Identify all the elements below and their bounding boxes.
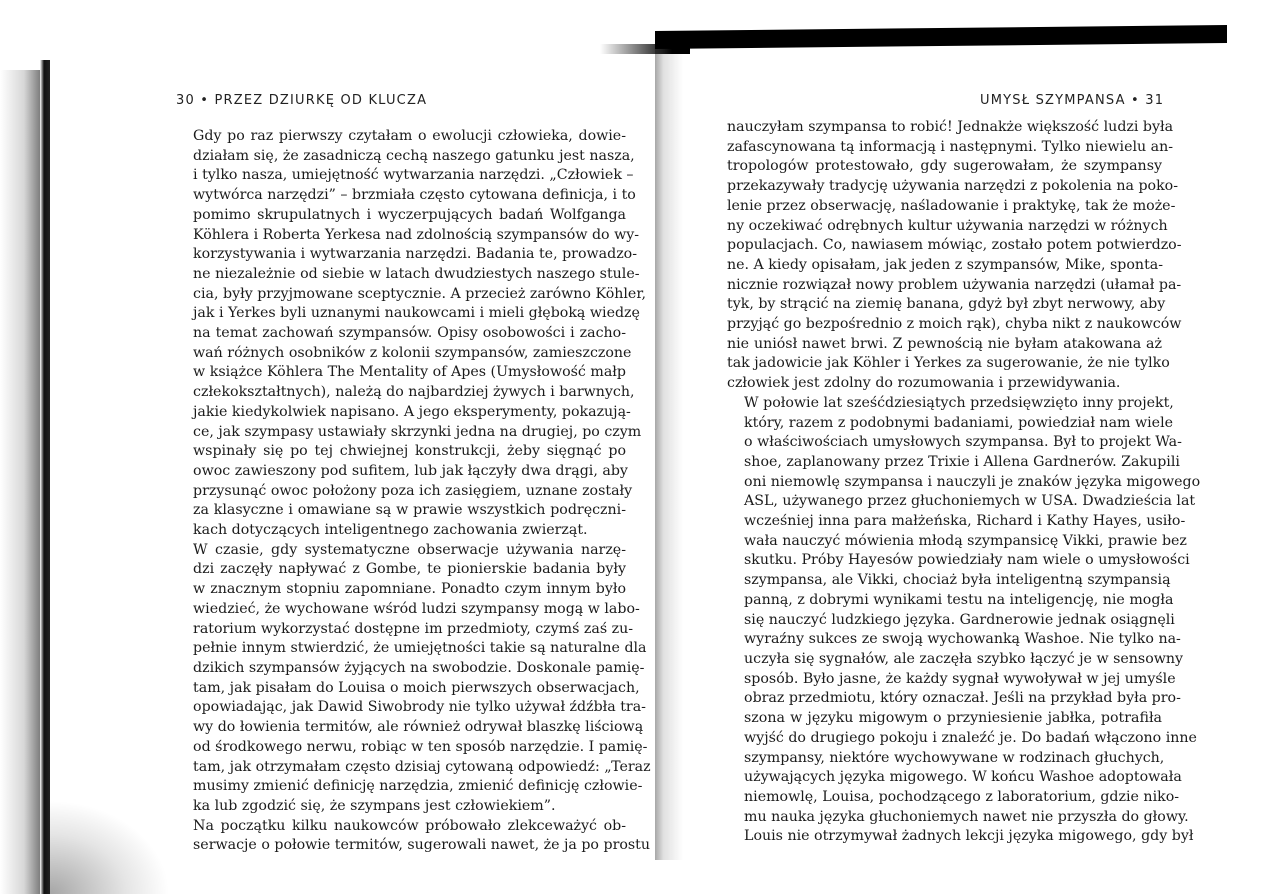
- text-line: jakie kiedykolwiek napisano. A jego eksperymenty, pokazują-: [193, 403, 631, 420]
- left-body-text: [176, 127, 651, 856]
- book-gutter-shadow: [655, 40, 683, 860]
- text-line: ne. A kiedy opisałam, jak jeden z szympansów, Mike, sponta-: [727, 256, 1164, 273]
- text-line: tam, jak pisałam do Louisa o moich pierwszych obserwacjach,: [193, 679, 640, 696]
- text-line: tak jadowicie jak Köhler i Yerkes za sugerowanie, że nie tylko: [727, 355, 1170, 372]
- text-line: owoc zawieszony pod sufitem, lub jak łączyły dwa drągi, aby: [193, 462, 628, 479]
- text-line: lenie przez obserwację, naśladowanie i praktykę, tak że może-: [727, 197, 1176, 214]
- text-line: nauczyłam szympansa to robić! Jednakże większość ludzi była: [727, 119, 1174, 135]
- text-line: ASL, używanego przez głuchoniemych w USA. Dwadzieścia lat: [744, 493, 1196, 510]
- text-line: tropologów protestowało, gdy sugerowałam, że szympansy: [727, 158, 1162, 175]
- paragraph: [727, 118, 1182, 394]
- text-line: kach dotyczących inteligentnego zachowania zwierząt.: [193, 522, 588, 539]
- text-line: szona w języku migowym o przyniesienie jabłka, potrafiła: [744, 710, 1162, 727]
- text-line: się nauczyć ludzkiego języka. Gardnerowie jednak osiągnęli: [744, 611, 1175, 628]
- left-running-head: 30 • PRZEZ DZIURKĘ OD KLUCZA: [176, 93, 428, 108]
- text-line: pełnie innym stwierdzić, że umiejętności takie są naturalne dla: [193, 640, 647, 657]
- text-line: W czasie, gdy systematyczne obserwacje używania narzę-: [193, 541, 626, 558]
- text-line: ce, jak szympasy ustawiały skrzynki jedna na drugiej, po czym: [193, 423, 642, 440]
- text-line: nie uniósł nawet brwi. Z pewnością nie byłam atakowana aż: [727, 335, 1162, 352]
- text-line: populacjach. Co, nawiasem mówiąc, zostało potem potwierdzo-: [727, 237, 1182, 254]
- text-line: człowiek jest zdolny do rozumowania i przewidywania.: [727, 375, 1121, 392]
- text-line: wań różnych osobników z kolonii szympansów, zamieszczone: [193, 344, 632, 361]
- text-line: używających języka migowego. W końcu Washoe adoptowała: [744, 769, 1182, 786]
- text-line: W połowie lat sześćdziesiątych przedsięwzięto inny projekt,: [744, 394, 1174, 411]
- text-line: skutku. Próby Hayesów powiedziały nam wiele o umysłowości: [744, 552, 1190, 569]
- text-line: który, razem z podobnymi badaniami, powiedział nam wiele: [744, 414, 1174, 431]
- text-line: korzystywania i wytwarzania narzędzi. Badania te, prowadzo-: [193, 246, 638, 263]
- text-line: wiedzieć, że wychowane wśród ludzi szympansy mogą w labo-: [193, 600, 640, 617]
- text-line: ka lub zgodzić się, że szympans jest człowiekiem”.: [193, 797, 556, 814]
- text-line: pomimo skrupulatnych i wyczerpujących badań Wolfganga: [193, 206, 626, 223]
- text-line: ratorium wykorzystać dostępne im przedmioty, czymś zaś zu-: [193, 620, 634, 637]
- text-line: Louis nie otrzymywał żadnych lekcji języka migowego, gdy był: [744, 828, 1194, 845]
- text-line: przekazywały tradycję używania narzędzi z pokolenia na poko-: [727, 178, 1179, 195]
- text-line: mu nauka języka głuchoniemych nawet nie przyszła do głowy.: [744, 808, 1189, 825]
- text-line: zafascynowana tą informacją i następnymi. Tylko niewielu an-: [727, 138, 1174, 155]
- text-line: tyk, by strącić na ziemię banana, gdyż był zbyt nerwowy, aby: [727, 296, 1166, 313]
- text-line: wy do łowienia termitów, ale również odrywał blaszkę liściową: [193, 719, 644, 736]
- right-body-text: [727, 118, 1201, 847]
- text-line: sposób. Było jasne, że każdy sygnał wywoływał w jej umyśle: [744, 670, 1176, 687]
- text-line: ne niezależnie od siebie w latach dwudziestych naszego stule-: [193, 265, 640, 282]
- text-line: ny oczekiwać odrębnych kultur używania narzędzi w różnych: [727, 217, 1168, 234]
- text-line: wspinały się po tej chwiejnej konstrukcji, żeby sięgnąć po: [193, 443, 626, 460]
- text-line: nicznie rozwiązał nowy problem używania narzędzi (ułamał pa-: [727, 276, 1182, 293]
- text-line: w książce Köhlera The Mentality of Apes (Umysłowość małp: [193, 364, 626, 381]
- paragraph: [176, 541, 651, 817]
- text-line: dzi zaczęły napływać z Gombe, te pionierskie badania były: [193, 561, 626, 578]
- text-line: przyjąć go bezpośrednio z moich rąk), chyba nikt z naukowców: [727, 316, 1182, 333]
- paragraph: [727, 394, 1201, 847]
- text-line: uczyła się sygnałów, ale zaczęła szybko łączyć je w sensowny: [744, 650, 1184, 667]
- text-line: Gdy po raz pierwszy czytałam o ewolucji człowieka, dowie-: [193, 128, 626, 144]
- text-line: obraz przedmiotu, który oznaczał. Jeśli na przykład była pro-: [744, 690, 1181, 707]
- text-line: Na początku kilku naukowców próbowało zlekceważyć ob-: [193, 817, 626, 834]
- text-line: przysunąć owoc położony poza ich zasięgiem, uznane zostały: [193, 482, 633, 499]
- text-line: działam się, że zasadniczą cechą naszego gatunku jest nasza,: [193, 147, 635, 164]
- text-line: tam, jak otrzymałam często dzisiaj cytowaną odpowiedź: „Teraz: [193, 758, 651, 775]
- text-line: szympansy, niektóre wychowywane w rodzinach głuchych,: [744, 749, 1165, 766]
- text-line: o właściwościach umysłowych szympansa. Był to projekt Wa-: [744, 434, 1182, 451]
- text-line: szympansa, ale Vikki, chociaż była inteligentną szympansią: [744, 572, 1171, 589]
- text-line: dzikich szympansów żyjących na swobodzie. Doskonale pamię-: [193, 659, 645, 676]
- text-line: za klasyczne i omawiane są w prawie wszystkich podręczni-: [193, 502, 626, 519]
- text-line: wyraźny sukces ze swoją wychowanką Washoe. Nie tylko na-: [744, 631, 1181, 648]
- right-running-head: UMYSŁ SZYMPANSA • 31: [980, 93, 1165, 108]
- text-line: oni niemowlę szympansa i nauczyli je znaków języka migowego: [744, 473, 1201, 490]
- paragraph: [176, 817, 651, 856]
- text-line: niemowlę, Louisa, pochodzącego z laboratorium, gdzie niko-: [744, 788, 1180, 805]
- text-line: shoe, zaplanowany przez Trixie i Allena Gardnerów. Zakupili: [744, 453, 1180, 470]
- text-line: musimy zmienić definicję narzędzia, zmienić definicję człowie-: [193, 778, 643, 795]
- text-line: serwacje o połowie termitów, sugerowali nawet, że ja po prostu: [193, 837, 651, 854]
- text-line: człekokształtnych), należą do najbardziej żywych i barwnych,: [193, 384, 635, 401]
- text-line: od środkowego nerwu, robiąc w ten sposób narzędzie. I pamię-: [193, 738, 648, 755]
- text-line: na temat zachowań szympansów. Opisy osobowości i zacho-: [193, 325, 626, 342]
- text-line: i tylko nasza, umiejętność wytwarzania narzędzi. „Człowiek –: [193, 167, 634, 184]
- paragraph: [176, 127, 647, 541]
- text-line: w znacznym stopniu zapomniane. Ponadto czym innym było: [193, 581, 626, 598]
- text-line: jak i Yerkes byli uznanymi naukowcami i mieli głęboką wiedzę: [193, 305, 640, 322]
- text-line: panną, z dobrymi wynikami testu na inteligencję, nie mogła: [744, 591, 1174, 608]
- text-line: cia, były przyjmowane sceptycznie. A przecież zarówno Köhler,: [193, 285, 647, 302]
- text-line: wcześniej inna para małżeńska, Richard i Kathy Hayes, usiło-: [744, 513, 1186, 530]
- text-line: wyjść do drugiego pokoju i znaleźć je. Do badań włączono inne: [744, 729, 1197, 746]
- text-line: Köhlera i Roberta Yerkesa nad zdolnością szympansów do wy-: [193, 226, 640, 243]
- text-line: wała nauczyć mówienia młodą szympansicę Vikki, prawie bez: [744, 532, 1187, 549]
- text-line: opowiadając, jak Dawid Siwobrody nie tylko używał źdźbła tra-: [193, 699, 646, 716]
- text-line: wytwórca narzędzi” – brzmiała często cytowana definicja, i to: [193, 187, 636, 204]
